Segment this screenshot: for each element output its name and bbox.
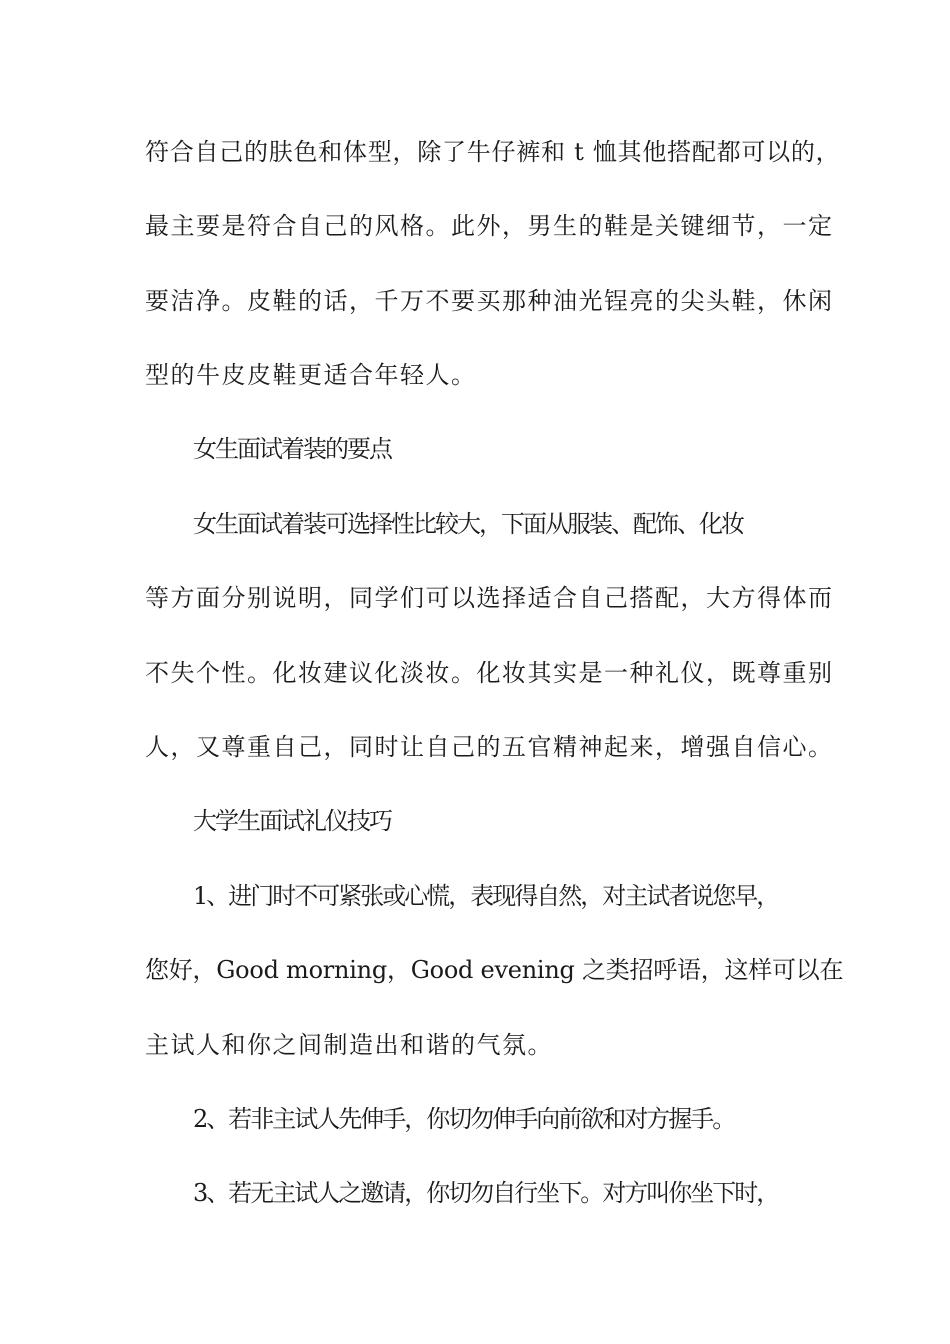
section-heading: 女生面试着装的要点 [193, 435, 391, 463]
list-item-line: 1、进门时不可紧张或心慌，表现得自然，对主试者说您早， [193, 882, 779, 910]
paragraph-line: 最主要是符合自己的风格。此外，男生的鞋是关键细节，一定 [145, 212, 834, 240]
list-item-line: 2、若非主试人先伸手，你切勿伸手向前欲和对方握手。 [193, 1105, 735, 1133]
paragraph-line: 女生面试着装可选择性比较大，下面从服装、配饰、化妆 [193, 510, 743, 538]
paragraph-line: 等方面分别说明，同学们可以选择适合自己搭配，大方得体而 [145, 584, 834, 612]
paragraph-line: 符合自己的肤色和体型，除了牛仔裤和 t 恤其他搭配都可以的， [145, 138, 841, 166]
section-heading: 大学生面试礼仪技巧 [193, 807, 391, 835]
list-item-line: 您好，Good morning，Good evening 之类招呼语，这样可以在 [145, 956, 844, 984]
paragraph-line: 人，又尊重自己，同时让自己的五官精神起来，增强自信心。 [145, 733, 834, 761]
list-item-line: 主试人和你之间制造出和谐的气氛。 [145, 1031, 553, 1059]
paragraph-line: 要洁净。皮鞋的话，千万不要买那种油光锃亮的尖头鞋，休闲 [145, 287, 834, 315]
paragraph-line: 不失个性。化妆建议化淡妆。化妆其实是一种礼仪，既尊重别 [145, 659, 834, 687]
paragraph-line: 型的牛皮皮鞋更适合年轻人。 [145, 361, 477, 389]
list-item-line: 3、若无主试人之邀请，你切勿自行坐下。对方叫你坐下时， [193, 1179, 779, 1207]
